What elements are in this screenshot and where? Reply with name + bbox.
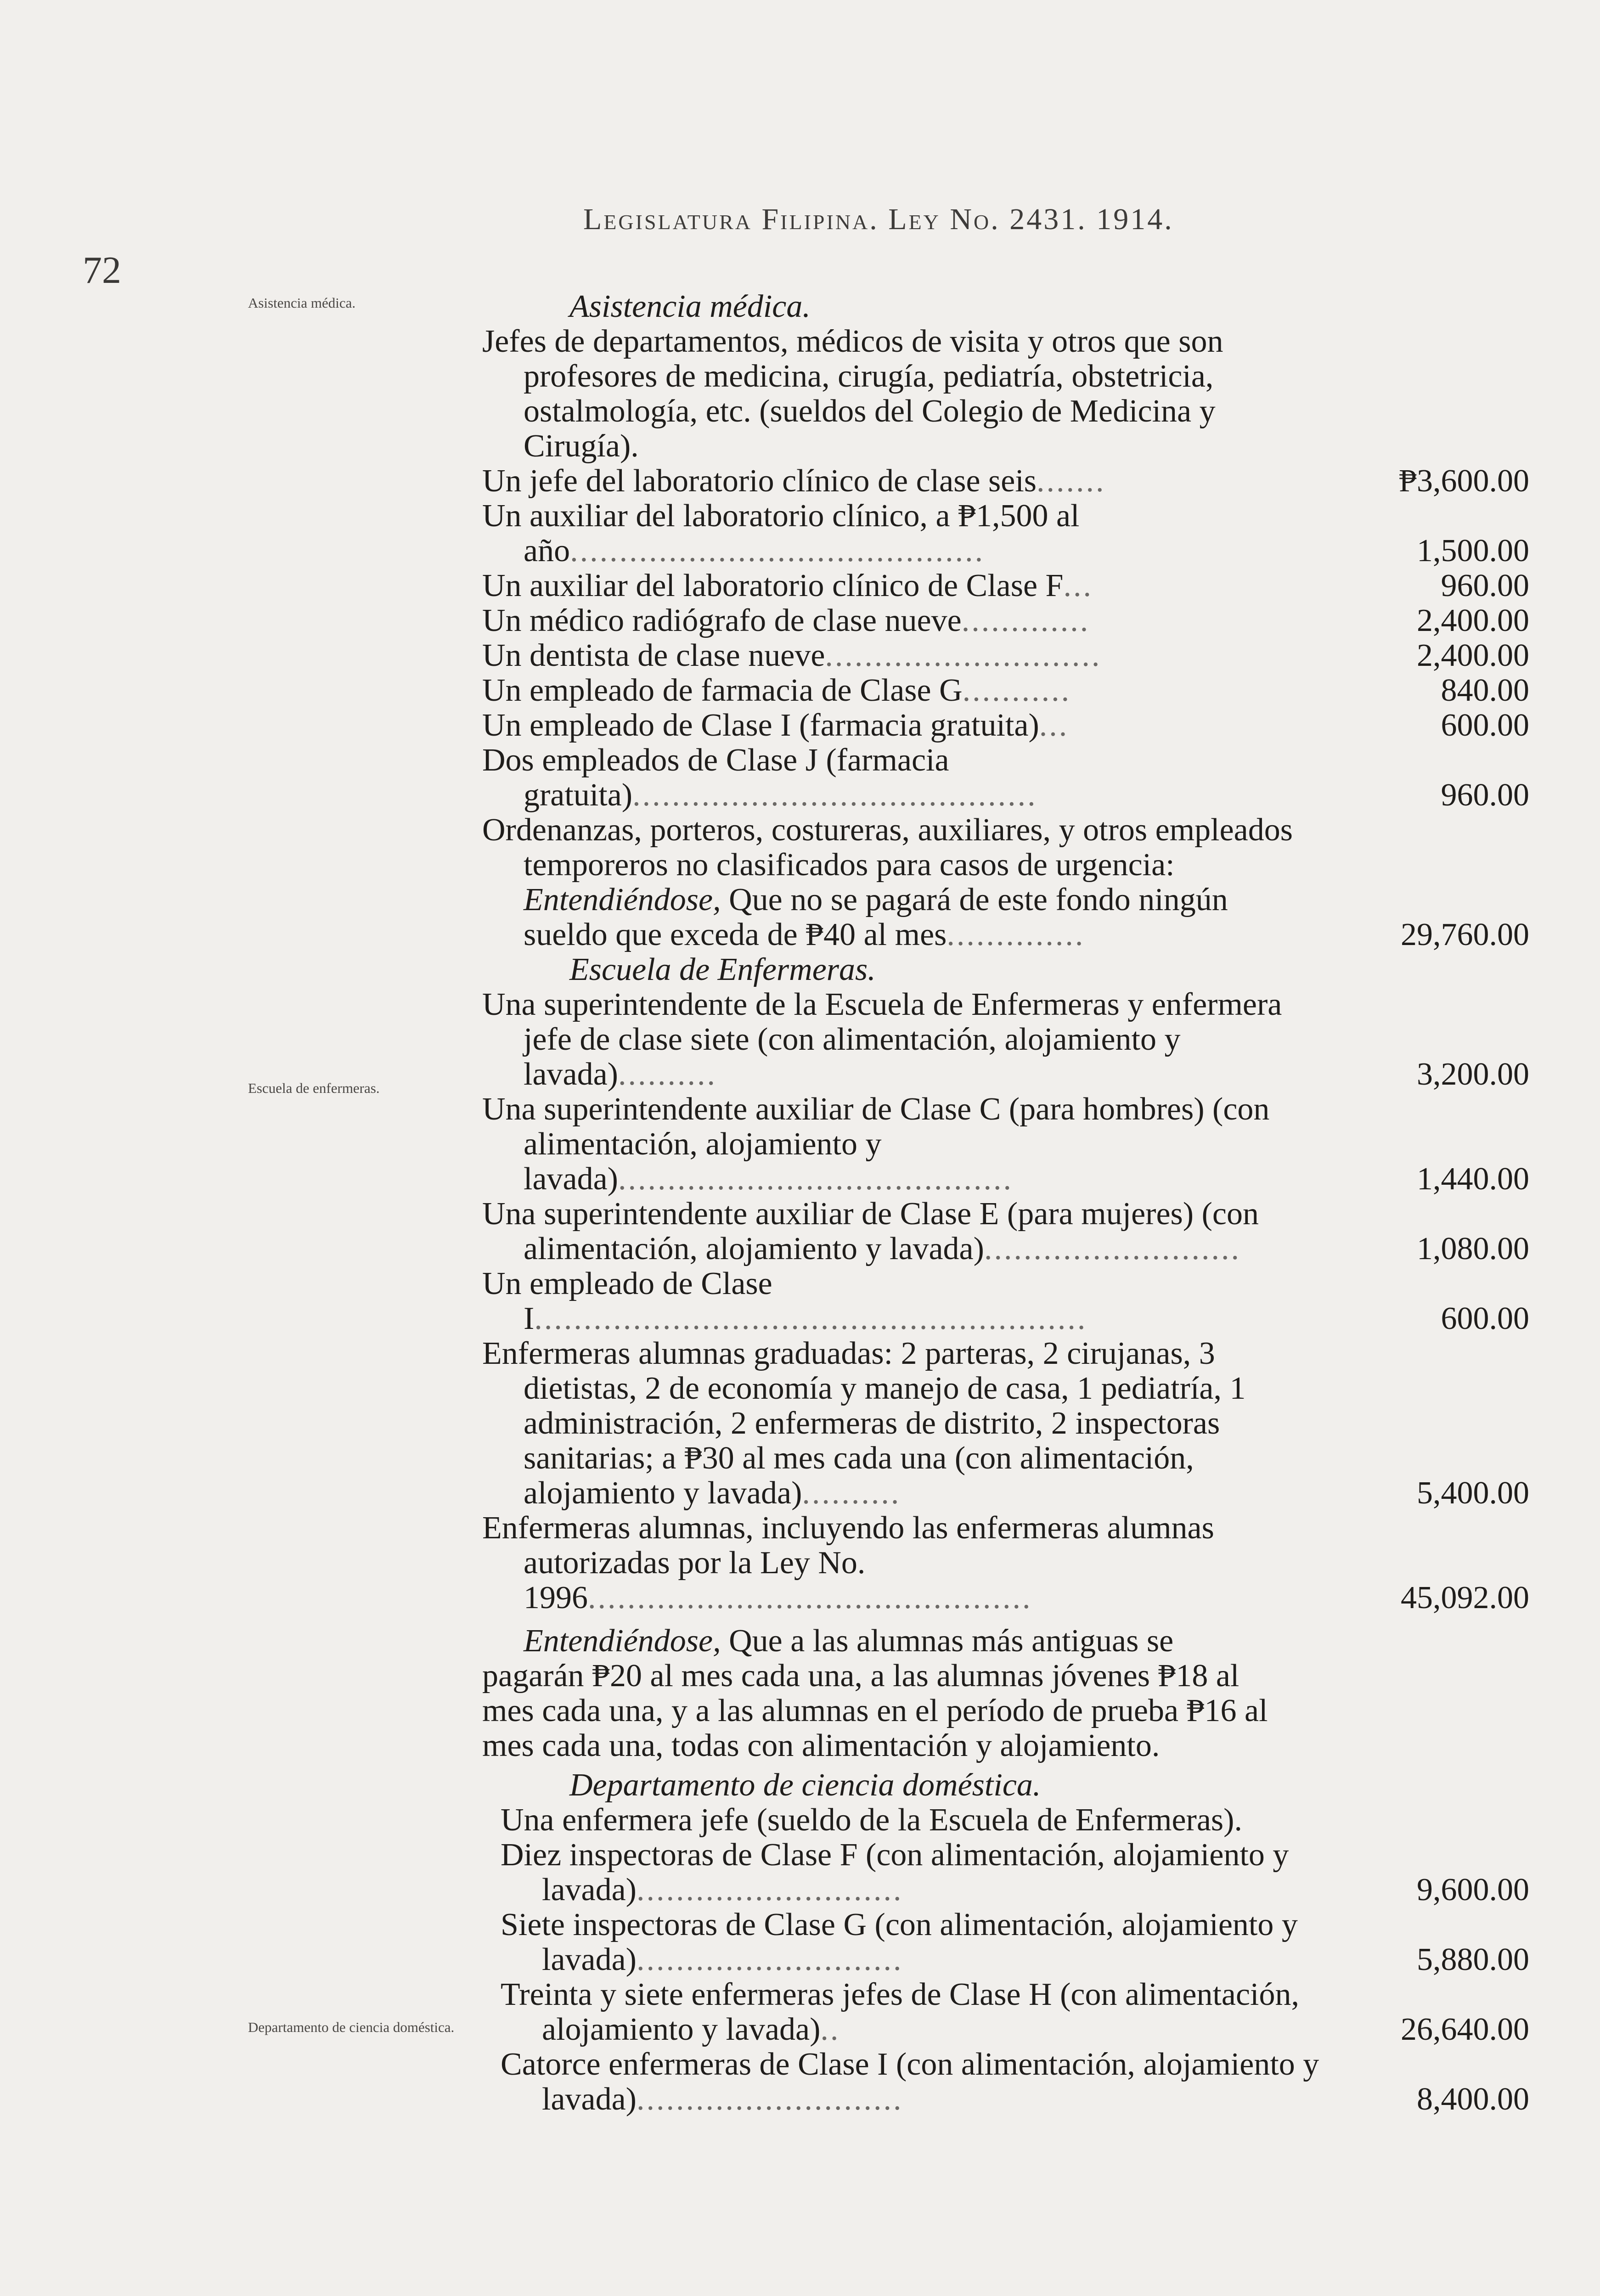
line-description: Jefes de departamentos, médicos de visita y otros que son profesores de medicina, cirugía, pediatría, obstetricia, ostalmología, etc. (sueldos del Colegio de Medicina y Cirugía). — [482, 324, 1223, 464]
line-text-after: Que no se pagará de este fondo ningún sueldo que exceda de ₱40 al mes — [524, 882, 1228, 952]
line-text: Un dentista de clase nueve — [482, 638, 825, 673]
line-text: Enfermeras alumnas graduadas: 2 parteras, 2 cirujanas, 3 dietistas, 2 de economía y manejo de casa, 1 pediatría, 1 administración, 2 enfermeras de distrito, 2 inspectoras sanitarias; a ₱30 al mes cada una (con alimentación, alojamiento y lavada) — [482, 1336, 1246, 1511]
leader-dots: ........................................ — [618, 1161, 1013, 1197]
line-description — [482, 1511, 1313, 1615]
line-description — [482, 708, 1313, 743]
line-amount: 29,760.00 — [1401, 917, 1529, 952]
line-text: Un médico radiógrafo de clase nueve — [482, 603, 962, 638]
line-description — [482, 1092, 1313, 1197]
budget-line — [482, 464, 1529, 499]
line-amount: 5,880.00 — [1417, 1942, 1529, 1977]
leader-dots: ....... — [1037, 463, 1106, 499]
proviso-text: Que a las alumnas más antiguas se pagarán ₱20 al mes cada una, a las alumnas jóvenes ₱18 al mes cada una, y a las alumnas en el período de prueba ₱16 al mes cada una, todas con alimentación y alojamiento. — [482, 1623, 1268, 1763]
line-amount: 9,600.00 — [1417, 1872, 1529, 1908]
line-text: Dos empleados de Clase J (farmacia gratuita) — [482, 743, 949, 813]
line-text: Una superintendente auxiliar de Clase C (para hombres) (con alimentación, alojamiento y lavada) — [482, 1092, 1270, 1197]
line-description — [501, 1838, 1332, 1908]
line-amount: 1,500.00 — [1417, 533, 1529, 568]
section-heading-asistencia: Asistencia médica. — [569, 289, 811, 324]
line-amount: 2,400.00 — [1417, 638, 1529, 673]
line-description — [501, 2047, 1332, 2117]
leader-dots: ... — [1039, 708, 1069, 743]
line-description — [482, 499, 1313, 568]
budget-line — [482, 1511, 1529, 1615]
budget-line — [482, 1197, 1529, 1266]
budget-line — [482, 1908, 1529, 1977]
budget-line — [482, 1838, 1529, 1908]
line-text-before: Ordenanzas, porteros, costureras, auxiliares, y otros empleados temporeros no clasificados para casos de urgencia: — [482, 812, 1293, 883]
leader-dots: .......... — [618, 1057, 717, 1092]
line-text: Catorce enfermeras de Clase I (con alimentación, alojamiento y lavada) — [501, 2047, 1319, 2117]
line-text: Una superintendente auxiliar de Clase E (para mujeres) (con alimentación, alojamiento y lavada) — [482, 1196, 1259, 1266]
line-amount: 600.00 — [1441, 708, 1529, 743]
leader-dots: ........................... — [636, 1872, 903, 1908]
budget-line — [482, 1266, 1529, 1336]
budget-line — [482, 603, 1529, 638]
line-description — [482, 1197, 1313, 1266]
line-description — [482, 603, 1313, 638]
leader-dots: .. — [820, 2012, 840, 2047]
leader-dots: ........................................................ — [534, 1301, 1087, 1336]
line-text: Una superintendente de la Escuela de Enfermeras y enfermera jefe de clase siete (con alimentación, alojamiento y lavada) — [482, 987, 1282, 1092]
budget-line — [482, 673, 1529, 708]
line-description — [501, 1977, 1332, 2047]
budget-line — [482, 1092, 1529, 1197]
line-amount: 1,080.00 — [1417, 1231, 1529, 1266]
margin-note-asistencia: Asistencia médica. — [248, 295, 356, 311]
leader-dots: ......................................... — [632, 777, 1037, 813]
line-description: Una enfermera jefe (sueldo de la Escuela de Enfermeras). — [501, 1802, 1242, 1838]
line-description — [482, 673, 1313, 708]
line-text: Treinta y siete enfermeras jefes de Clase H (con alimentación, alojamiento y lavada) — [501, 1977, 1299, 2047]
page-number: 72 — [83, 249, 121, 292]
line-amount: 960.00 — [1441, 777, 1529, 813]
line-amount: 8,400.00 — [1417, 2082, 1529, 2117]
budget-line — [482, 1803, 1529, 1838]
budget-line — [482, 2047, 1529, 2117]
leader-dots: .......................................... — [570, 533, 985, 568]
budget-line — [482, 1336, 1529, 1511]
line-description — [482, 987, 1313, 1092]
leader-dots: ... — [1063, 568, 1093, 603]
line-description — [482, 638, 1313, 673]
line-description — [482, 1266, 1313, 1336]
line-text: Un empleado de Clase I — [482, 1266, 772, 1336]
line-text: Diez inspectoras de Clase F (con alimentación, alojamiento y lavada) — [501, 1837, 1289, 1908]
leader-dots: ........... — [962, 673, 1071, 708]
budget-line — [482, 568, 1529, 603]
line-description — [482, 568, 1313, 603]
budget-line — [482, 1977, 1529, 2047]
line-text: Un empleado de farmacia de Clase G — [482, 673, 963, 708]
line-amount: 3,200.00 — [1417, 1057, 1529, 1092]
line-text: Enfermeras alumnas, incluyendo las enfermeras alumnas autorizadas por la Ley No. 1996 — [482, 1510, 1214, 1615]
line-text-italic: Entendiéndose, — [524, 882, 721, 917]
running-head: Legislatura Filipina. Ley No. 2431. 1914. — [583, 203, 1174, 236]
line-amount: 5,400.00 — [1417, 1475, 1529, 1511]
leader-dots: ............. — [961, 603, 1090, 638]
budget-line — [482, 708, 1529, 743]
section-heading-departamento: Departamento de ciencia doméstica. — [569, 1767, 1041, 1803]
line-text: Siete inspectoras de Clase G (con alimentación, alojamiento y lavada) — [501, 1907, 1298, 1977]
line-amount: 1,440.00 — [1417, 1161, 1529, 1197]
budget-line — [482, 324, 1529, 464]
budget-line — [482, 499, 1529, 568]
line-text: Un auxiliar del laboratorio clínico, a ₱1,500 al año — [482, 498, 1080, 568]
budget-line — [482, 638, 1529, 673]
line-description — [482, 743, 1313, 813]
line-amount: 840.00 — [1441, 673, 1529, 708]
line-amount: 45,092.00 — [1401, 1580, 1529, 1615]
leader-dots: ........................... — [636, 2082, 903, 2117]
line-description — [501, 1908, 1332, 1977]
line-amount: ₱3,600.00 — [1399, 463, 1529, 499]
line-text: Un empleado de Clase I (farmacia gratuita) — [482, 708, 1039, 743]
budget-line — [482, 987, 1529, 1092]
margin-note-escuela: Escuela de enfermeras. — [248, 1080, 380, 1096]
leader-dots: .......................... — [984, 1231, 1241, 1266]
line-amount: 26,640.00 — [1401, 2012, 1529, 2047]
leader-dots: ............................................. — [588, 1580, 1032, 1615]
document-body — [482, 289, 1529, 2117]
leader-dots: .......... — [802, 1475, 901, 1511]
budget-line — [482, 743, 1529, 813]
leader-dots: ........................... — [636, 1942, 903, 1977]
budget-line — [482, 813, 1529, 952]
proviso-note — [482, 1624, 1272, 1763]
line-description — [482, 813, 1313, 952]
line-amount: 960.00 — [1441, 568, 1529, 603]
line-description — [482, 1336, 1313, 1511]
proviso-italic: Entendiéndose, — [524, 1623, 721, 1659]
line-text: Un auxiliar del laboratorio clínico de Clase F — [482, 568, 1064, 603]
line-amount: 600.00 — [1441, 1301, 1529, 1336]
leader-dots: .............. — [946, 917, 1085, 952]
margin-note-departamento: Departamento de ciencia doméstica. — [248, 2019, 455, 2035]
leader-dots: ............................ — [825, 638, 1102, 673]
line-text: Un jefe del laboratorio clínico de clase seis — [482, 463, 1037, 499]
line-amount: 2,400.00 — [1417, 603, 1529, 638]
line-description — [482, 464, 1313, 499]
section-heading-escuela: Escuela de Enfermeras. — [569, 952, 876, 987]
